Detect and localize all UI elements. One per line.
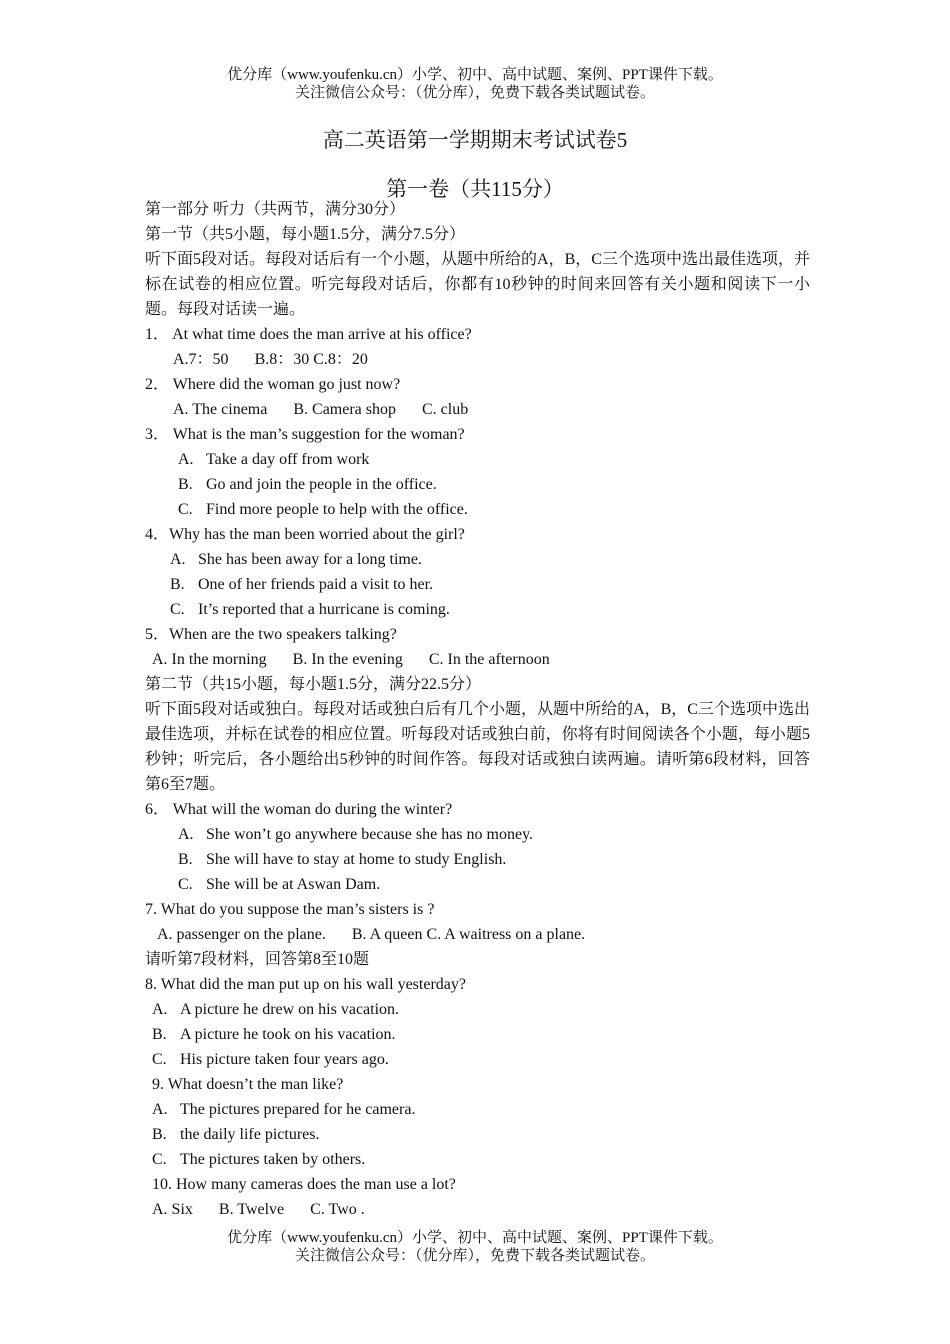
question-4-option-b: B. One of her friends paid a visit to her.	[170, 576, 434, 593]
question-6-option-b: B. She will have to stay at home to study English.	[178, 851, 507, 868]
question-6-option-c: C. She will be at Aswan Dam.	[178, 876, 381, 893]
question-1-option-a: A.7：50	[173, 351, 229, 368]
question-7-option-a: A. passenger on the plane.	[157, 926, 326, 943]
question-7-option-c: C. A waitress on a plane.	[426, 926, 586, 943]
question-5-options	[145, 647, 810, 672]
question-2-stem: 2． Where did the woman go just now?	[145, 376, 401, 393]
question-7-option-b: B. A queen	[351, 926, 423, 943]
question-7-options	[145, 922, 810, 947]
question-1-stem: 1． At what time does the man arrive at his office?	[145, 326, 472, 343]
question-4-option-c: C. It’s reported that a hurricane is coming.	[170, 601, 450, 618]
question-5-stem: 5．When are the two speakers talking?	[145, 626, 397, 643]
question-8-stem: 8. What did the man put up on his wall yesterday?	[145, 976, 466, 993]
question-10-option-b: B. Twelve	[218, 1201, 285, 1218]
volume-heading: 第一卷（共115分）	[386, 177, 564, 201]
header-line-2: 关注微信公众号：（优分库），免费下载各类试题试卷。	[294, 85, 655, 101]
question-2-options	[145, 397, 810, 422]
question-3-stem: 3． What is the man’s suggestion for the woman?	[145, 426, 465, 443]
question-8-option-b: B. A picture he took on his vacation.	[152, 1026, 396, 1043]
exam-title: 高二英语第一学期期末考试试卷5	[322, 128, 628, 152]
question-10-option-c: C. Two .	[310, 1201, 365, 1218]
question-3-option-a: A. Take a day off from work	[178, 451, 370, 468]
question-9-stem: 9. What doesn’t the man like?	[152, 1076, 344, 1093]
question-4-option-a: A. She has been away for a long time.	[170, 551, 422, 568]
section-1-heading: 第一节（共5小题，每小题1.5分，满分7.5分）	[145, 226, 466, 243]
exam-content	[145, 197, 810, 1222]
question-9-option-a: A. The pictures prepared for he camera.	[152, 1101, 416, 1118]
header-line-1: 优分库（www.youfenku.cn）小学、初中、高中试题、案例、PPT课件下载。	[227, 67, 723, 83]
footer-line-1: 优分库（www.youfenku.cn）小学、初中、高中试题、案例、PPT课件下载。	[227, 1230, 723, 1246]
question-1-option-c: C.8：20	[313, 351, 368, 368]
question-2-option-b: B. Camera shop	[293, 401, 396, 418]
question-5-option-b: B. In the evening	[292, 651, 403, 668]
question-3-option-c: C. Find more people to help with the office.	[178, 501, 468, 518]
question-5-option-a: A. In the morning	[152, 651, 267, 668]
question-9-option-b: B. the daily life pictures.	[152, 1126, 320, 1143]
question-2-option-a: A. The cinema	[173, 401, 268, 418]
question-9-option-c: C. The pictures taken by others.	[152, 1151, 366, 1168]
question-10-options	[145, 1197, 810, 1222]
question-6-option-a: A. She won’t go anywhere because she has no money.	[178, 826, 534, 843]
material-7-instructions: 请听第7段材料，回答第8至10题	[145, 951, 370, 968]
question-3-option-b: B. Go and join the people in the office.	[178, 476, 437, 493]
question-5-option-c: C. In the afternoon	[428, 651, 550, 668]
section-2-heading: 第二节（共15小题，每小题1.5分，满分22.5分）	[145, 676, 482, 693]
question-10-stem: 10. How many cameras does the man use a lot?	[152, 1176, 456, 1193]
section-2-instructions: 听下面5段对话或独白。每段对话或独白后有几个小题，从题中所给的A，B，C三个选项中选出最佳选项，并标在试卷的相应位置。听每段对话或独白前，你将有时间阅读各个小题，每小题5秒钟；听完后，各小题给出5秒钟的时间作答。每段对话或独白读两遍。请听第6段材料，回答第6至7题。	[145, 701, 810, 793]
question-8-option-a: A. A picture he drew on his vacation.	[152, 1001, 400, 1018]
question-4-stem: 4．Why has the man been worried about the girl?	[145, 526, 465, 543]
question-2-option-c: C. club	[422, 401, 469, 418]
page-footer	[0, 1229, 950, 1265]
question-1-options	[145, 347, 810, 372]
question-10-option-a: A. Six	[152, 1201, 193, 1218]
question-8-option-c: C. His picture taken four years ago.	[152, 1051, 389, 1068]
page-header	[0, 66, 950, 102]
footer-line-2: 关注微信公众号：（优分库），免费下载各类试题试卷。	[294, 1248, 655, 1264]
question-1-option-b: B.8：30	[254, 351, 310, 368]
section-1-instructions: 听下面5段对话。每段对话后有一个小题，从题中所给的A，B，C三个选项中选出最佳选项，并标在试卷的相应位置。听完每段对话后，你都有10秒钟的时间来回答有关小题和阅读下一小题。每段对话读一遍。	[145, 251, 810, 318]
part-heading: 第一部分 听力（共两节，满分30分）	[145, 201, 406, 218]
question-6-stem: 6． What will the woman do during the winter?	[145, 801, 453, 818]
question-7-stem: 7. What do you suppose the man’s sisters is ?	[145, 901, 435, 918]
